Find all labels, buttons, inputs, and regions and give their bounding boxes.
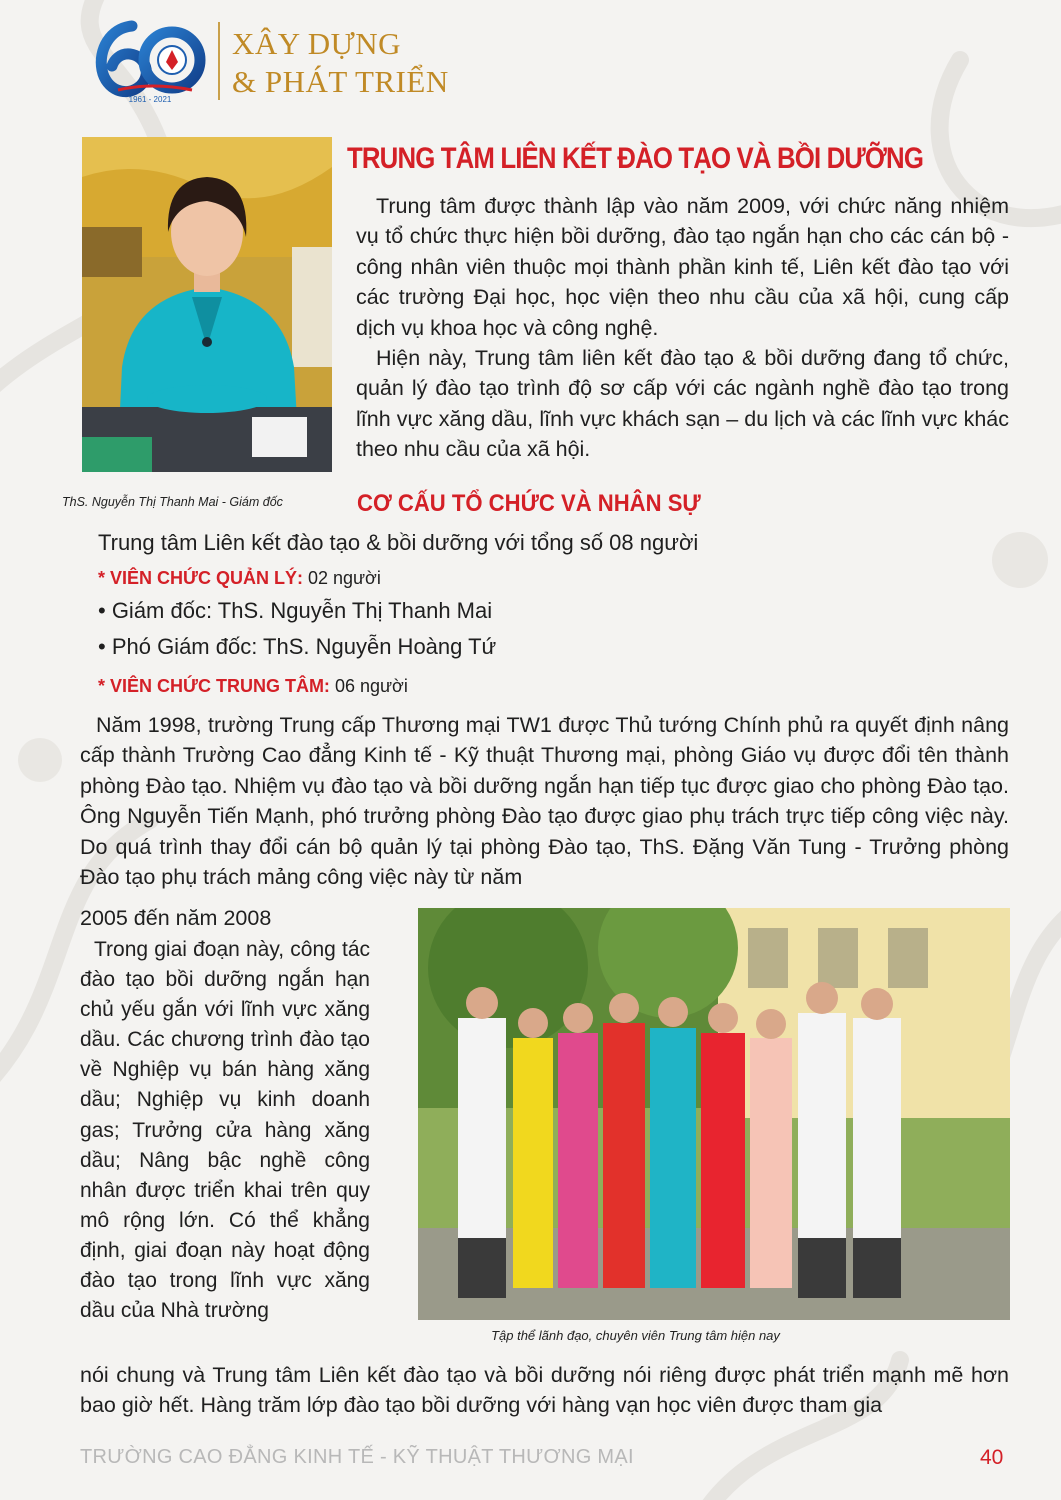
staff-label: * VIÊN CHỨC TRUNG TÂM: [98,676,330,696]
member-deputy-director: • Phó Giám đốc: ThS. Nguyễn Hoàng Tứ [98,634,497,659]
org-structure-title: CƠ CẤU TỔ CHỨC VÀ NHÂN SỰ [357,490,701,517]
section-title: TRUNG TÂM LIÊN KẾT ĐÀO TẠO VÀ BỒI DƯỠNG [347,142,924,175]
group-photo-caption: Tập thể lãnh đạo, chuyên viên Trung tâm hiện nay [491,1328,780,1343]
logo-years: 1961 - 2021 [128,95,172,104]
header-title-line2: & PHÁT TRIỂN [232,64,449,99]
intro-paragraph-1: Trung tâm được thành lập vào năm 2009, với chức năng nhiệm vụ tổ chức thực hiện bồi dưỡng, đào tạo ngắn hạn cho các cán bộ - công nhân viên thuộc mọi thành phần kinh tế, Liên kết đào tạo với các trường Đại học, học viện theo nhu cầu của xã hội, cung cấp dịch vụ khoa học và công nghệ. [356,194,1009,340]
page-number: 40 [980,1446,1004,1469]
group-photo [418,908,1010,1320]
conclusion-text [80,1360,1009,1421]
staff-category [98,676,408,697]
history-text [80,710,1009,892]
management-category [98,568,381,589]
portrait-caption: ThS. Nguyễn Thị Thanh Mai - Giám đốc [62,495,283,509]
conclusion-paragraph: nói chung và Trung tâm Liên kết đào tạo và bồi dưỡng nói riêng được phát triển mạnh mẽ hơn bao giờ hết. Hàng trăm lớp đào tạo bồi dưỡng với hàng vạn học viên được tham gia [80,1363,1009,1418]
staff-count: 06 người [329,676,408,696]
header-title-line1: XÂY DỰNG [232,26,401,61]
director-portrait-photo [82,137,332,472]
intro-paragraph-2: Hiện này, Trung tâm liên kết đào tạo & bồi dưỡng đang tổ chức, quản lý đào tạo trình độ sơ cấp với các ngành nghề đào tạo trong lĩnh vực xăng dầu, lĩnh vực khách sạn – du lịch và các lĩnh vực khác theo nhu cầu của xã hội. [356,346,1009,462]
intro-text [356,191,1009,465]
management-count: 02 người [302,568,381,588]
anniversary-logo [92,20,208,104]
footer-college-name: TRƯỜNG CAO ĐẲNG KINH TẾ - KỸ THUẬT THƯƠNG MẠI [80,1446,634,1468]
header-divider [218,22,220,100]
staff-total: Trung tâm Liên kết đào tạo & bồi dưỡng với tổng số 08 người [98,530,699,555]
narrow-column-text [80,935,370,1326]
history-last-line: 2005 đến năm 2008 [80,906,272,930]
member-director: • Giám đốc: ThS. Nguyễn Thị Thanh Mai [98,598,493,623]
history-paragraph: Năm 1998, trường Trung cấp Thương mại TW1 được Thủ tướng Chính phủ ra quyết định nâng cấp thành Trường Cao đẳng Kinh tế - Kỹ thuật Thương mại, phòng Giáo vụ được đổi tên thành phòng Đào tạo. Nhiệm vụ đào tạo và bồi dưỡng ngắn hạn tiếp tục được giao cho phòng Đào tạo. Ông Nguyễn Tiến Mạnh, phó trưởng phòng Đào tạo được giao phụ trách trực tiếp công việc này. Do quá trình thay đổi cán bộ quản lý tại phòng Đào tạo, ThS. Đặng Văn Tung - Trưởng phòng Đào tạo phụ trách mảng công việc này từ năm [80,713,1009,890]
management-label: * VIÊN CHỨC QUẢN LÝ: [98,568,303,588]
people-group [458,982,901,1298]
narrow-paragraph: Trong giai đoạn này, công tác đào tạo bồi dưỡng ngắn hạn chủ yếu gắn với lĩnh vực xăng dầu. Các chương trình đào tạo về Nghiệp vụ bán hàng xăng dầu; Nghiệp vụ kinh doanh gas; Trưởng cửa hàng xăng dầu; Nâng bậc nghề công nhân được triển khai trên quy mô rộng lớn. Có thể khẳng định, giai đoạn này hoạt động đào tạo trong lĩnh vực xăng dầu của Nhà trường [80,938,370,1323]
